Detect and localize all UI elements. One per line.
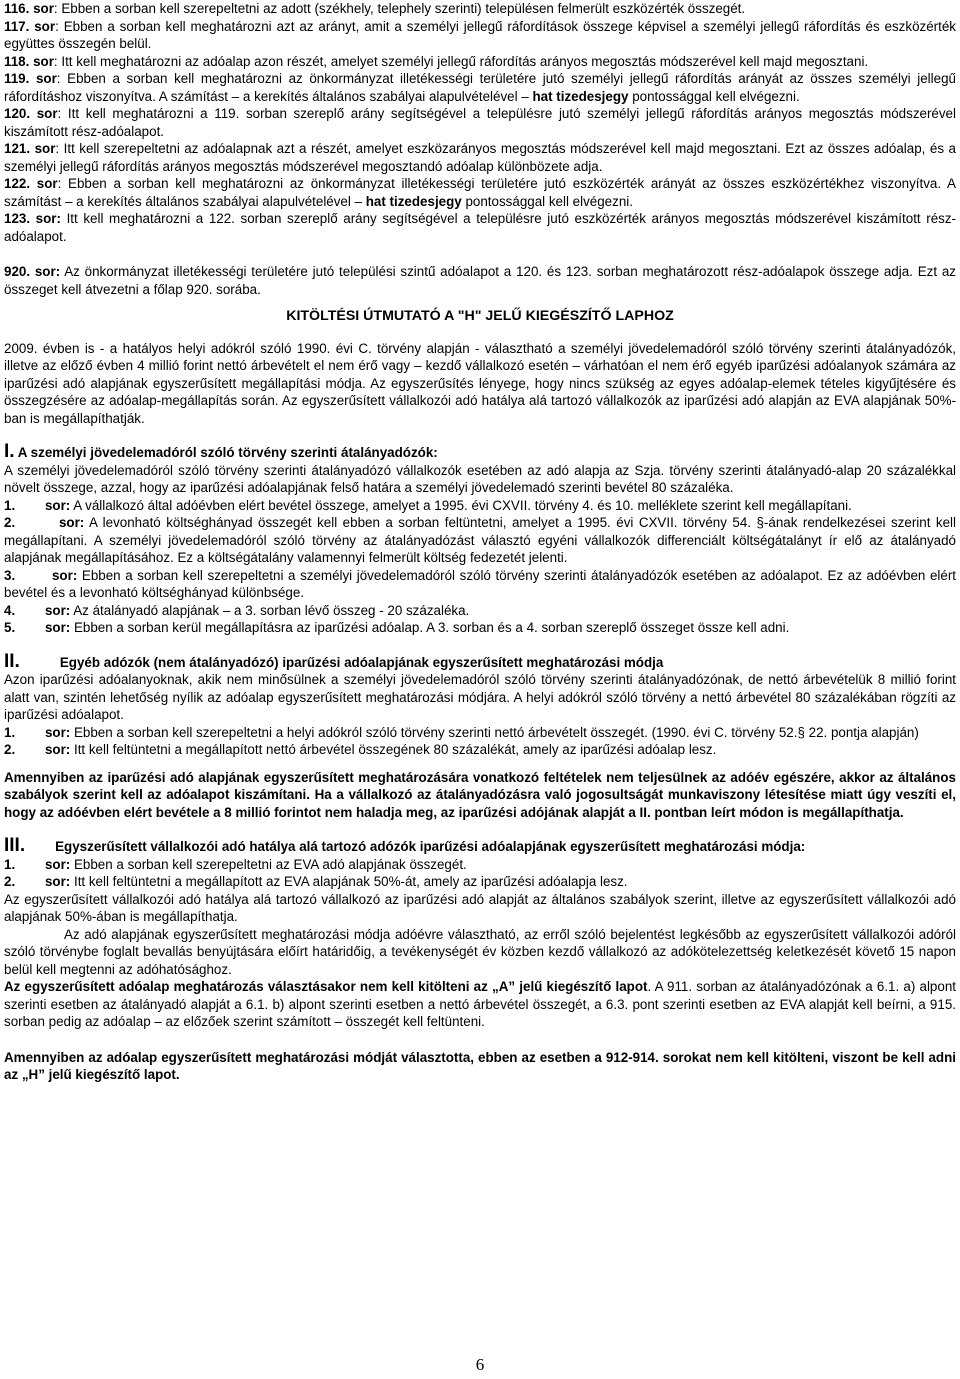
row-description <box>4 724 956 742</box>
section-III-heading <box>4 837 956 856</box>
row-description <box>4 602 956 620</box>
document-page <box>4 0 956 1084</box>
row-number: 116. <box>4 1 30 16</box>
bold-text: hat tizedesjegy <box>532 88 629 104</box>
row-number: 4. <box>4 602 16 618</box>
row-number: 1. <box>4 856 16 872</box>
row-description <box>4 567 956 602</box>
section-I-heading <box>4 443 956 462</box>
row-description <box>4 514 956 567</box>
row-sor-label: sor: <box>35 211 61 226</box>
row-description <box>4 210 956 245</box>
row-number: 119. <box>4 71 30 86</box>
row-number: 117. <box>4 18 30 34</box>
row-sor-label: sor: <box>44 620 71 635</box>
row-description <box>4 0 956 18</box>
section-III-items <box>4 856 956 891</box>
section-roman-numeral: I. <box>4 441 15 462</box>
row-text: pontossággal kell elvégezni. <box>461 193 633 209</box>
section-II-body: Azon iparűzési adóalanyoknak, akik nem minősülnek a személyi jövedelemadóról szóló törvény szerinti átalányadózónak, de nettó árbevételük 8 millió forint alatt van, szintén lehetőség nyílik az adóalap egyszerűsített meghatározási módjára. A helyi adókról szóló törvény a nettó árbevétel 80 százalékában rögzíti az iparűzési adóalapot. <box>4 672 956 722</box>
row-text: Itt kell feltüntetni a megállapított az EVA alapjának 50%-át, amely az iparűzési adóalapja lesz. <box>70 874 628 889</box>
row-text: A levonható költséghányad összegét kell ebben a sorban feltüntetni, amelyet a 1995. évi CXVII. törvény 54. §-ának rendelkezései szerint kell megállapítani. A személyi jövedelemadóról szóló törvény az átalányadózást választó egyéni vállalkozók differenciált költségátalányt ír elő az átalányadó alapjának megállapításához. Ez a költségátalány valamennyi felmerült költség fedezetét jelenti. <box>4 515 956 565</box>
row-text: : Ebben a sorban kell meghatározni azt az arányt, amit a személyi jellegű ráfordítások összege képvisel a személyi jellegű ráfordítás és eszközérték együttes összegén belül. <box>4 18 956 51</box>
section-roman-numeral: III. <box>4 835 26 856</box>
row-number: 1. <box>4 497 16 513</box>
row-text: : Ebben a sorban kell meghatározni az önkormányzat illetékességi területére jutó személyi jellegű ráfordítás arányát az összes személyi jellegű ráfordításhoz viszonyítva. A számítást – a kerekítés általános szabályai alapulvételével – <box>4 71 956 104</box>
section-heading: Egyszerűsített vállalkozói adó hatálya alá tartozó adózók iparűzési adóalapjának egyszerűsített meghatározási módja: <box>55 839 806 854</box>
row-sor-label: sor <box>36 106 58 121</box>
section-roman-numeral: II. <box>4 650 20 672</box>
row-number: 123. <box>4 211 31 226</box>
row-number: 121. <box>4 141 31 156</box>
row-description <box>4 873 956 891</box>
row-sor-label: sor: <box>51 567 78 583</box>
row-text: Itt kell feltüntetni a megállapított nettó árbevétel összegének 80 százalékát, amely az iparűzési adóalap lesz. <box>70 742 717 757</box>
section-II-heading <box>4 650 956 672</box>
row-number: 118. <box>4 53 30 69</box>
row-text: : Ebben a sorban kell meghatározni az önkormányzat illetékességi területére jutó eszközérték arányát az összes eszközértékhez viszonyítva. A számítást – a kerekítés általános szabályai alapulvételével – <box>4 176 956 209</box>
section-III-p3 <box>4 978 956 1031</box>
page-number: 6 <box>475 1355 485 1374</box>
row-description <box>4 18 956 53</box>
row-text: Ebben a sorban kell szerepeltetni az EVA adó alapjának összegét. <box>70 856 467 872</box>
row-description <box>4 497 956 515</box>
row-sor-label: sor: <box>44 874 71 889</box>
row-text: A vállalkozó által adóévben elért bevétel összege, amelyet a 1995. évi CXVII. törvény 4. és 10. melléklete szerint kell megállapítani. <box>70 497 852 513</box>
section-heading: A személyi jövedelemadóról szóló törvény szerinti átalányadózók: <box>14 445 438 460</box>
row-text: Az önkormányzat illetékességi területére jutó települési szintű adóalapot a 120. és 123. sorban meghatározott rész-adóalapok összege adja. Ezt az összeget kell átvezetni a főlap 920. sorába. <box>4 264 956 297</box>
row-number: 120. <box>4 106 31 121</box>
row-sor-label: sor <box>33 53 54 69</box>
section-I-body: A személyi jövedelemadóról szóló törvény szerinti átalányadózó vállalkozók esetében az adó alapja az Szja. törvény szerinti átalányadó-alap 20 százalékkal növelt összege, azzal, hogy az iparűzési adóalapjának felső határa a személyi jövedelemadó szerinti bevétel 80 százaléka. <box>4 462 956 495</box>
row-920 <box>4 263 956 298</box>
section-II-bold-paragraph: Amennyiben az iparűzési adó alapjának egyszerűsített meghatározására vonatkozó feltételek nem teljesülnek az adóév egészére, akkor az általános szabályok szerint kell az adóalapot kiszámítani. Ha a vállalkozó az átalányadózásra való jogosultságát munkaviszony létesítése miatt úgy veszíti el, hogy az adóévben elért bevétele a 8 millió forintot nem haladja meg, az iparűzési adójának alapját a II. pontban leírt módon is megállapíthatja. <box>4 769 956 820</box>
row-text: : Itt kell meghatározni a 119. sorban szereplő arány segítségével a településre jutó személyi jellegű ráfordítás arányos megosztás módszerével kiszámított rész-adóalapot. <box>4 106 956 139</box>
section-II-items <box>4 724 956 759</box>
row-description <box>4 53 956 71</box>
section-heading: Egyéb adózók (nem átalányadózó) iparűzési adóalapjának egyszerűsített meghatározási módja <box>59 654 664 670</box>
row-sor-label: sor: <box>34 264 61 279</box>
section-III-final: Amennyiben az adóalap egyszerűsített meghatározási módját választotta, ebben az esetben a 912-914. sorokat nem kell kitölteni, viszont be kell adni az „H” jelű kiegészítő lapot. <box>4 1049 956 1082</box>
row-sor-label: sor <box>34 141 56 156</box>
row-description <box>4 70 956 105</box>
bold-text: hat tizedesjegy <box>365 193 462 209</box>
row-sor-label: sor <box>35 71 57 86</box>
row-text: : Ebben a sorban kell szerepeltetni az adott (székhely, telephely szerinti) településen felmerült eszközérték összegét. <box>53 1 746 16</box>
row-description <box>4 175 956 210</box>
row-number: 2. <box>4 515 16 530</box>
row-number: 920. <box>4 264 31 279</box>
row-sor-label: sor <box>36 176 58 191</box>
text: . A 911. sorban az átalányadózónak a 6.1. a) alpont szerinti esetben az átalányadó alapját a 6.1. b) alpont szerinti esetben a nettó árbevétel összegét, a 6.3. pont szerinti esetben az EVA alapját kell beírni, a 915. sorban pedig az adóalap – az előzőek szerint számított – összegét kell feltünteni. <box>4 979 956 1029</box>
row-text: Az átalányadó alapjának – a 3. sorban lévő összeg - 20 százaléka. <box>70 602 470 618</box>
row-description <box>4 140 956 175</box>
row-sor-label: sor: <box>44 856 71 872</box>
row-description <box>4 105 956 140</box>
row-number: 5. <box>4 620 16 635</box>
row-text: : Itt kell meghatározni az adóalap azon részét, amelyet személyi jellegű ráfordítás arányos megosztás módszerével kell majd megosztani. <box>53 53 869 69</box>
row-text: Itt kell meghatározni a 122. sorban szereplő arány segítségével a településre jutó eszközérték arányos megosztás módszerével kiszámított rész-adóalapot. <box>4 211 956 244</box>
row-text: Ebben a sorban kell szerepeltetni a helyi adókról szóló törvény szerinti nettó árbevételt összegét. (1990. évi C. törvény 52.§ 22. pontja alapján) <box>70 724 919 740</box>
row-text: : Itt kell szerepeltetni az adóalapnak azt a részét, amelyet eszközarányos megosztás módszerével kell majd megosztani. Ezt az összes adóalap, és a személyi jellegű ráfordítás arányos megosztás módszerével megosztandó adóalap különbözete adja. <box>4 141 956 174</box>
row-sor-label: sor <box>34 18 56 34</box>
row-sor-label: sor: <box>44 742 71 757</box>
row-sor-label: sor <box>33 1 54 16</box>
row-number: 2. <box>4 742 16 757</box>
row-sor-label: sor: <box>44 724 71 740</box>
row-number: 1. <box>4 724 16 740</box>
bold-text: Az egyszerűsített adóalap meghatározás választásakor nem kell kitölteni az „A” jelű kiegészítő lapot <box>4 979 648 994</box>
section-III-p1: Az egyszerűsített vállalkozói adó hatálya alá tartozó vállalkozó az iparűzési adó alapját az általános szabályok szerint, illetve az egyszerűsített vállalkozói adó alapjának 50%-ában is megállapíthatja. <box>4 891 956 924</box>
row-description <box>4 619 956 637</box>
row-text: pontossággal kell elvégezni. <box>628 88 800 104</box>
row-text: Ebben a sorban kell szerepeltetni a személyi jövedelemadóról szóló törvény szerinti átalányadózók esetében az adóalapot. Ez az adóévben elért bevétel és a levonható költséghányad különbsége. <box>4 567 957 600</box>
row-number: 2. <box>4 874 16 889</box>
row-number: 122. <box>4 176 31 191</box>
row-sor-label: sor: <box>58 515 85 530</box>
row-number: 3. <box>4 567 16 583</box>
section-title: KITÖLTÉSI ÚTMUTATÓ A "H" JELŰ KIEGÉSZÍTŐ LAPHOZ <box>286 308 674 324</box>
row-description <box>4 741 956 759</box>
row-descriptions <box>4 0 956 245</box>
intro-paragraph: 2009. évben is - a hatályos helyi adókról szóló 1990. évi C. törvény alapján - választható a személyi jövedelemadóról szóló törvény szerinti átalányadózók, illetve az előző évben 4 millió forint nettó árbevételt el nem érő vagy – kezdő vállalkozó esetén – várhatóan el nem érő egyéb iparűzési adóalanyok számára az iparűzési adó alapjának egyszerűsített megállapítási módja. Az egyszerűsítés lényege, hogy nincs szükség az egyes adóalap-elemek tételes kigyűjtésére és összegzésére az adóalap-megállapítás során. Az egyszerűsített vállalkozói adó hatálya alá tartozó vállalkozók az iparűzési adó alapján az EVA alapjának 50%-ban is megállapíthatják. <box>4 340 956 426</box>
row-sor-label: sor: <box>44 602 71 618</box>
section-I-items <box>4 497 956 637</box>
row-description <box>4 856 956 874</box>
row-text: Ebben a sorban kerül megállapításra az iparűzési adóalap. A 3. sorban és a 4. sorban szereplő összeget össze kell adni. <box>70 620 790 635</box>
section-III-p2: Az adó alapjának egyszerűsített meghatározási módja adóévre választható, az erről szóló bejelentést legkésőbb az egyszerűsített vállalkozói adóról szóló törvénybe foglalt bevallás benyújtására előírt határidőig, a tevékenységét év közben kezdő vállalkozó az adókötelezettség keletkezését követő 15 napon belül kell megtenni az adóhatósághoz. <box>4 926 956 977</box>
row-sor-label: sor: <box>44 497 71 513</box>
